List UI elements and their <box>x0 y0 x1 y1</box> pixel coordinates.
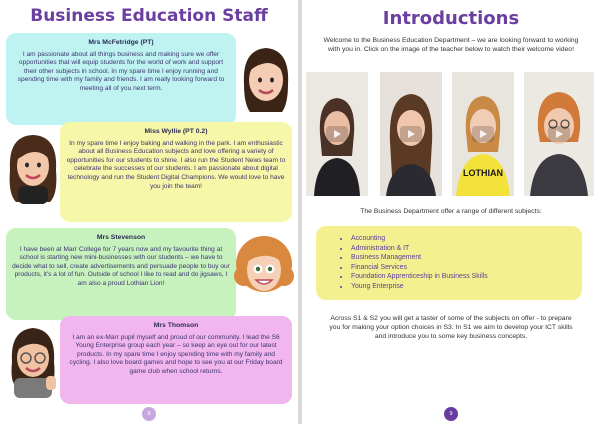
subject-item: • Accounting <box>350 234 582 244</box>
page-number: 8 <box>142 407 156 421</box>
staff-card-stevenson <box>6 228 236 320</box>
subjects-box <box>316 226 582 300</box>
avatar-wyllie <box>4 130 62 204</box>
outro-text: Across S1 & S2 you will get a taster of some of the subjects on offer - to prepare you for making your option choices in S3. In S1 we aim to develop your ICT skills and introduce you to some key business concepts. <box>329 315 573 340</box>
avatar-thomson <box>4 322 62 398</box>
staff-card-mcfetridge <box>6 33 236 125</box>
staff-card-thomson <box>60 316 292 404</box>
staff-name: Mrs McFetridge (PT) <box>88 39 154 46</box>
staff-bio: I have been at Marr College for 7 years now and my favourite thing at school is starting new mini-businesses with our students – we have to decide what to sell, create advertisements and persuade people to buy our products, it's a lot of fun. Outside of school I like to read and do jigsaws, I am also a proud Lothian Lion! <box>12 245 230 287</box>
staff-bio: In my spare time I enjoy baking and walking in the park. I am enthusiastic about all Business Education subjects and love offering a variety of opportunities for our students to shine. I also run the Student News team to celebrate the successes of our students. I am passionate about digital technology and run the Student Digital Champions. We would love to have you join the team! <box>66 139 286 190</box>
avatar-mcfetridge <box>236 42 296 114</box>
staff-name: Mrs Stevenson <box>96 234 146 241</box>
teacher-video-thumbnail-4[interactable] <box>524 72 594 196</box>
subject-item: • Business Management <box>350 253 582 263</box>
subject-item: • Young Enterprise <box>350 282 582 292</box>
teacher-video-thumbnail-2[interactable] <box>380 72 442 196</box>
subject-item: • Financial Services <box>350 263 582 273</box>
left-page <box>0 0 298 424</box>
subjects-title: The Business Department offer a range of different subjects: <box>360 208 542 215</box>
video-play-icon <box>472 126 494 142</box>
staff-heading: Business Education Staff <box>30 6 268 26</box>
page-number: 9 <box>444 407 458 421</box>
staff-name: Mrs Thomson <box>153 322 199 329</box>
video-play-icon <box>400 126 422 142</box>
subject-item: • Administration & IT <box>350 244 582 254</box>
video-play-icon <box>548 126 570 142</box>
teacher-video-thumbnail-1[interactable] <box>306 72 368 196</box>
staff-bio: I am passionate about all things business and making sure we offer opportunities that will equip students for the world of work and support their other subjects in school. In my spare time I enjoy running and spending time with my family and friends. I am really looking forward to meeting all of you next term. <box>17 50 225 92</box>
teacher-video-thumbnail-3[interactable] <box>452 72 514 196</box>
subject-item: • Foundation Apprenticeship in Business Skills <box>350 272 582 282</box>
subjects-list <box>350 234 582 292</box>
intro-text: Welcome to the Business Education Department – we are looking forward to working with you in. Click on the image of the teacher below to watch their welcome video! <box>323 37 579 53</box>
staff-card-wyllie <box>60 122 292 222</box>
shirt-text: LOTHIAN <box>463 168 503 178</box>
right-page <box>302 0 600 424</box>
avatar-stevenson <box>232 230 296 306</box>
staff-bio: I am an ex-Marr pupil myself and proud of our community. I lead the S6 Young Enterprise group each year – so keep an eye out for our latest products. In my spare time I enjoy spending time with my family and cycling. I also love board games and hope to see you at our Friday board game club when school returns. <box>69 333 283 375</box>
staff-name: Miss Wyllie (PT 0.2) <box>144 128 208 135</box>
introductions-heading: Introductions <box>382 8 520 29</box>
video-play-icon <box>326 126 348 142</box>
